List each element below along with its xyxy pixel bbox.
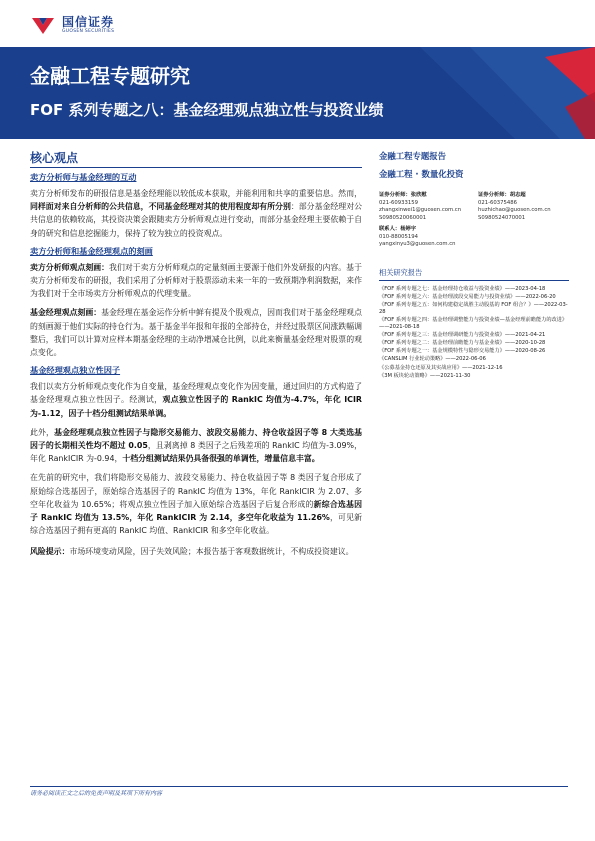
analyst-card [478,192,573,222]
related-report-item: 《FOF 系列专题之二：基金经理前瞻能力与基金业绩》——2020-10-28 [379,339,546,346]
analyst-card [379,226,474,249]
emphasis-text: 观点独立性因子的 RankIC 均值为-4.7%，年化 ICIR 为-1.12，因子十档分组测试结果单调。 [30,395,362,418]
analyst-cert: S0980524070001 [478,214,526,221]
emphasis-text: 十档分组测试结果仍具备很强的单调性，增量信息丰富。 [122,454,320,464]
paragraph [30,426,362,466]
emphasis-text: 同样面对来自分析师的公共信息，不同基金经理对其的使用程度却有所分别 [30,202,291,212]
related-report-item: 《FOF 系列专题之三：基金经理调研能力与投资业绩》——2021-04-21 [379,331,546,338]
body-text: 我们对于卖方分析师观点的定量刻画主要源于他们外发研报的内容。基于卖方分析师发布的研报，我们采用了分析师对于股票添动未来一年的一致预期净利润数据，来作为我们对于全市场卖方分析师观点的代理变量。 [30,262,362,299]
banner-decoration [0,47,595,139]
related-report-item: 《CANSLIM 行业轮动策略》——2022-06-06 [379,356,486,363]
body-text: 卖方分析师发布的研报信息是基金经理能以较低成本获取，并能利用和共享的重要信息。然而， [30,189,362,198]
related-report-item: 《3M 板块轮动策略》——2021-11-30 [379,372,471,379]
emphasis-text: 基金经理观点独立性因子与隐形交易能力、波段交易能力、持仓收益因子等 8 大类选基因子的长期相关性均不超过 0.05 [30,427,362,451]
analyst-name: 联系人：杨婷宇 [379,226,417,232]
analyst-phone: 021-60933159 [379,199,418,206]
paragraph [30,471,362,537]
core-views-column [30,150,362,565]
guosen-logo-icon [30,14,56,36]
paragraph [30,187,362,240]
analyst-phone: 010-88005194 [379,233,418,240]
body-text: 此外， [30,427,55,437]
body-text: 我们以卖方分析师观点变化作为自变量，基金经理观点变化作为因变量，通过回归的方式构造了基金经理观点独立性因子。经测试， [30,382,362,405]
analyst-name: 证券分析师：张欣慰 [379,192,427,198]
related-report-item: 《FOF 系列专题之一：基金规模特性与隐形交易能力》——2020-08-26 [379,348,546,355]
footer-rule [30,786,568,787]
sidebar [379,150,569,381]
analyst-email: huzhichao@guosen.com.cn [478,207,551,213]
report-series-title: 金融工程专题研究 [30,64,190,88]
analyst-card [379,192,474,222]
related-report-item: 《FOF 系列专题之七：基金经理持仓收益与投资业绩》——2023-04-18 [379,285,546,292]
body-text: ：部分基金经理对公共信息的依赖较高，其投资决策会跟随卖方分析师观点进行变动，而部分基金经理主要依赖于自身的研究和信息挖掘能力，保持了较为独立的投资观点。 [30,202,362,238]
title-banner [0,47,595,139]
related-report-item: 《FOF 系列专题之四：基金经理调整能力与投资业绩—基金经理前瞻能力的改进》——2021-08-18 [379,316,568,330]
related-report-item: 《公募基金持仓还原及其实战应用》——2021-12-16 [379,364,503,371]
paragraph [30,261,362,301]
report-category: 金融工程 · 数量化投资 [379,169,464,179]
section-heading: 基金经理观点独立性因子 [30,365,121,376]
emphasis-text: 基金经理观点刻画： [30,308,102,318]
report-type: 金融工程专题报告 [379,151,446,161]
emphasis-text: 卖方分析师观点刻画： [30,262,110,272]
body-text: ，且剥离掉 8 类因子之后残差项的 RankIC 均值为-3.09%，年化 RankICIR 为-0.94， [30,441,362,464]
body-text: 市场环境变动风险，因子失效风险；本报告基于客观数据统计，不构成投资建议。 [69,547,354,557]
analyst-email: zhangxinwei1@guosen.com.cn [379,207,462,213]
related-reports-heading: 相关研究报告 [379,267,569,281]
emphasis-text: 新综合选基因子 RankIC 均值为 13.5%，年化 RankICIR 为 2.14，多空年化收益为 11.26% [30,499,362,523]
risk-warning [30,545,362,558]
related-report-item: 《FOF 系列专题之五：如何构建稳定战胜主动股基的 FOF 组合？》——2022-03-28 [379,301,568,315]
paragraph [30,306,362,359]
section-heading: 卖方分析师和基金经理观点的刻画 [30,245,153,256]
related-reports-list [379,286,569,380]
analyst-name: 证券分析师：胡志超 [478,192,526,198]
emphasis-text: 风险提示： [30,547,70,557]
body-text: 在先前的研究中，我们将隐形交易能力、波段交易能力、持仓收益因子等 8 类因子复合形成了原始综合选基因子，原始综合选基因子的 RankIC 均值为 13%，年化 RankICIR 为 2.07、多空年化收益为 10.65%；将观点独立性因子加入原始综合选基因子后复合形成的 [30,473,362,509]
paragraph [30,380,362,420]
footer-disclaimer: 请务必阅读正文之后的免责声明及其项下所有内容 [30,790,163,797]
report-title: FOF 系列专题之八：基金经理观点独立性与投资业绩 [30,101,384,119]
logo-name-cn: 国信证券 [62,14,115,29]
analyst-email: yangxinyu3@guosen.com.cn [379,241,456,247]
analyst-list [379,192,569,253]
related-report-item: 《FOF 系列专题之六：基金经理波段交易能力与投资业绩》——2022-06-20 [379,293,556,300]
analyst-cert: S0980520060001 [379,214,427,221]
company-logo [30,12,114,38]
body-text: ，可见新综合选基因子拥有更高的 RankIC 均值、RankICIR 和多空年化收益。 [30,513,362,536]
analyst-phone: 021-60375486 [478,199,517,206]
section-heading: 卖方分析师与基金经理的互动 [30,172,137,182]
core-views-heading: 核心观点 [30,151,79,165]
body-text: 基金经理在基金运作分析中鲜有提及个股观点，因而我们对于基金经理观点的刻画源于他们实际的持仓行为。基于基金半年报和年报的全部持仓，并经过股票区间涨跌幅调整后，我们可以计算对应样本期基金经理的主动净增减仓比例，以此来衡量基金经理对股票的观点变化。 [30,308,362,358]
logo-name-en: GUOSEN SECURITIES [62,28,115,34]
